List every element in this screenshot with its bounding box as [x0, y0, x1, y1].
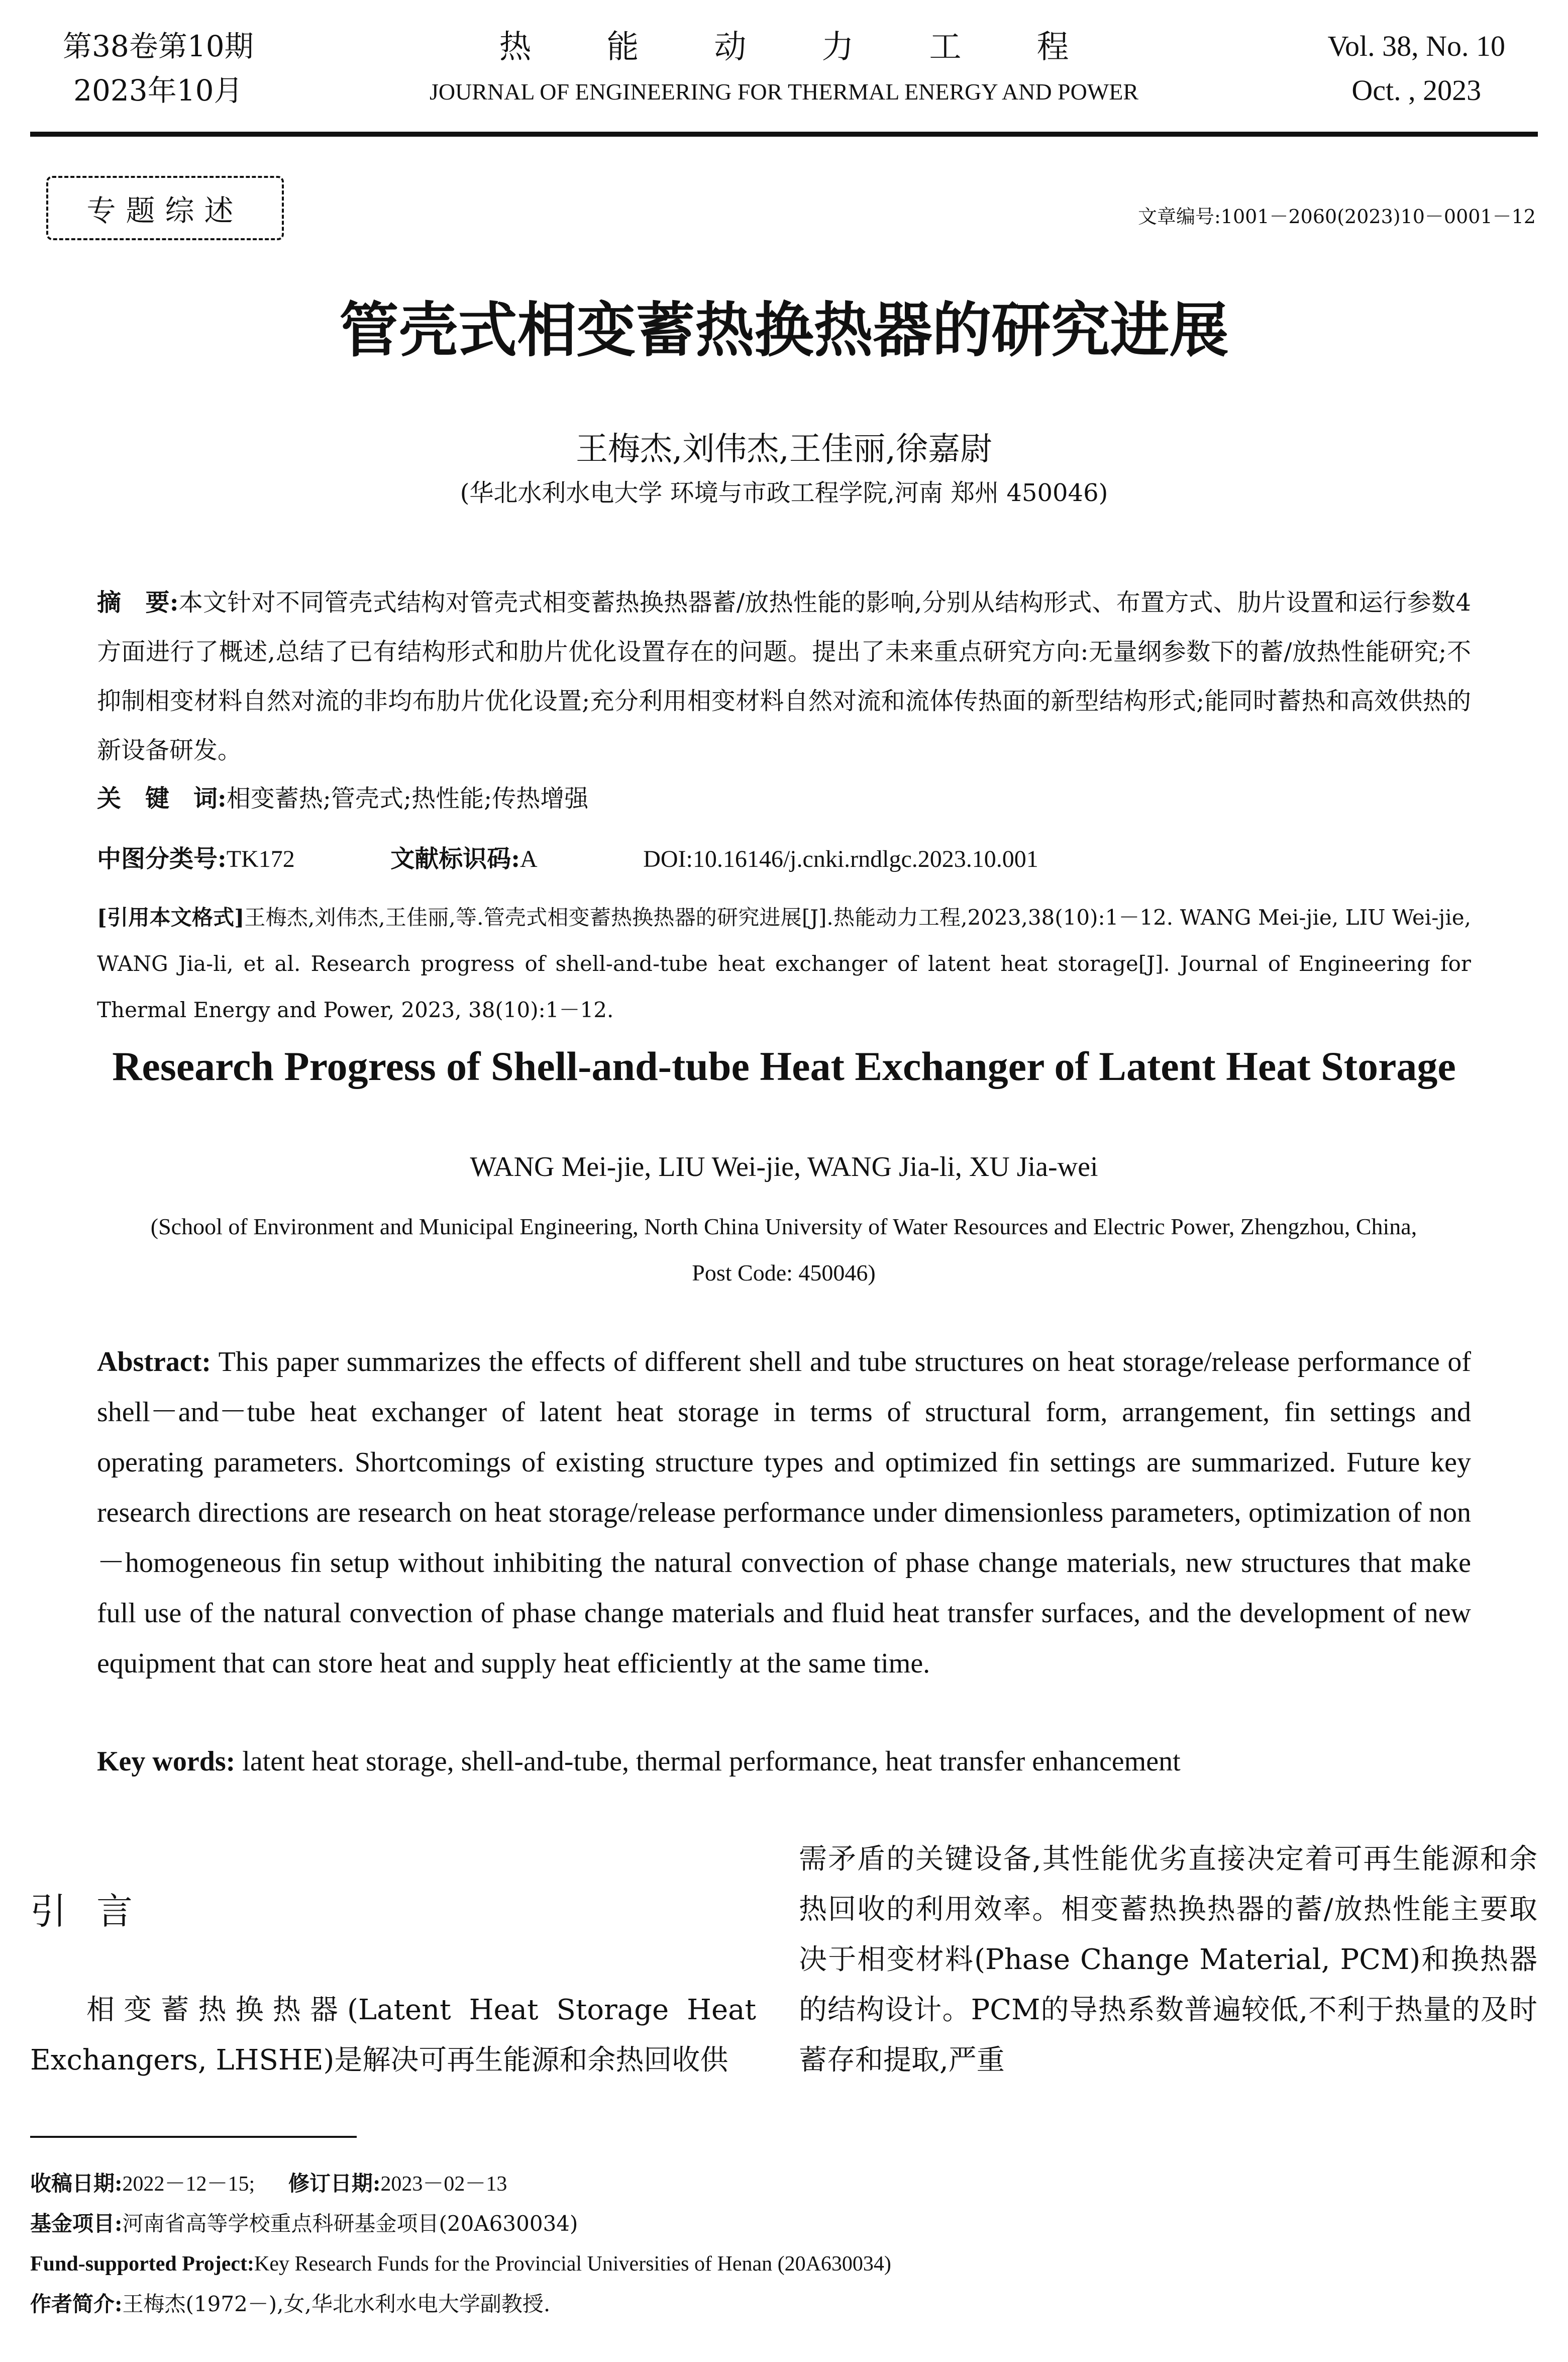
keywords-cn: [97, 774, 1471, 823]
citation: [97, 895, 1471, 1033]
journal-title-cn: 热能动力工程: [499, 29, 1144, 66]
abstract-cn-label: 摘 要:: [97, 588, 179, 617]
intro-left-text: 相变蓄热换热器(Latent Heat Storage Heat Exchangers, LHSHE)是解决可再生能源和余热回收供: [30, 1994, 756, 2077]
footnote-fund-en: [30, 2249, 1537, 2279]
clc-value: TK172: [226, 846, 295, 872]
title-cn: 管壳式相变蓄热换热器的研究进展: [339, 296, 1229, 365]
citation-label: [引用本文格式]: [97, 905, 245, 930]
keywords-en-label: Key words:: [97, 1746, 236, 1777]
fund-cn-text: 河南省高等学校重点科研基金项目(20A630034): [122, 2211, 578, 2236]
header-volume-issue: 第38卷第10期: [63, 29, 254, 63]
keywords-cn-label: 关 键 词:: [97, 784, 227, 813]
revised-label: 修订日期:: [288, 2171, 381, 2196]
doi: DOI:10.16146/j.cnki.rndlgc.2023.10.001: [643, 846, 1038, 872]
fund-en-label: Fund-supported Project:: [30, 2252, 255, 2276]
header-rule: [30, 132, 1538, 137]
classification-line: [97, 834, 1471, 884]
affiliation-en: (School of Environment and Municipal Engineering, North China University of Water Resources and Electric Power, Zhengzhou, China, Post Code: 450046): [150, 1214, 1417, 1286]
section-tag: 专题综述: [46, 176, 284, 240]
authors-en: WANG Mei-jie, LIU Wei-jie, WANG Jia-li, XU Jia-wei: [470, 1151, 1098, 1183]
keywords-en-text: latent heat storage, shell-and-tube, thermal performance, heat transfer enhancement: [235, 1746, 1181, 1777]
keywords-cn-text: 相变蓄热;管壳式;热性能;传热增强: [226, 784, 589, 813]
citation-text: 王梅杰,刘伟杰,王佳丽,等.管壳式相变蓄热换热器的研究进展[J].热能动力工程,2023,38(10):1－12. WANG Mei-jie, LIU Wei-jie, WANG Jia-li, et al. Research progress of shell-and-tube heat exchanger of latent heat storage[J]. Journal of Engineering for Thermal Energy and Power, 2023, 38(10):1－12.: [97, 905, 1471, 1022]
footnote-rule: [30, 2136, 357, 2138]
fund-cn-label: 基金项目:: [30, 2211, 123, 2236]
bio-text: 王梅杰(1972－),女,华北水利水电大学副教授.: [122, 2292, 551, 2316]
abstract-en: [97, 1337, 1471, 1689]
header-issue-en: [1328, 24, 1505, 113]
journal-title-en: JOURNAL OF ENGINEERING FOR THERMAL ENERGY AND POWER: [429, 79, 1139, 105]
abstract-cn: [97, 578, 1471, 775]
keywords-en: [97, 1736, 1471, 1787]
footnote-fund-cn: [30, 2209, 1537, 2239]
title-en: Research Progress of Shell-and-tube Heat Exchanger of Latent Heat Storage: [112, 1043, 1456, 1089]
intro-heading: 引言: [30, 1890, 163, 1932]
clc-label: 中图分类号:: [97, 845, 227, 873]
authors-cn: 王梅杰,刘伟杰,王佳丽,徐嘉尉: [575, 431, 993, 468]
fund-en-text: Key Research Funds for the Provincial Universities of Henan (20A630034): [254, 2252, 891, 2276]
header-date-cn: 2023年10月: [73, 73, 243, 108]
doc-code-value: A: [519, 846, 538, 872]
abstract-cn-text: 本文针对不同管壳式结构对管壳式相变蓄热换热器蓄/放热性能的影响,分别从结构形式、布置方式、肋片设置和运行参数4方面进行了概述,总结了已有结构形式和肋片优化设置存在的问题。提出了未来重点研究方向:无量纲参数下的蓄/放热性能研究;不抑制相变材料自然对流的非均布肋片优化设置;充分利用相变材料自然对流和流体传热面的新型结构形式;能同时蓄热和高效供热的新设备研发。: [97, 588, 1471, 764]
abstract-en-text: This paper summarizes the effects of different shell and tube structures on heat storage/release performance of shell－and－tube heat exchanger of latent heat storage in terms of structural form, arrangement, fin settings and operating parameters. Shortcomings of existing structure types and optimized fin settings are summarized. Future key research directions are research on heat storage/release performance under dimensionless parameters, optimization of non－homogeneous fin setup without inhibiting the natural convection of phase change materials, new structures that make full use of the natural convection of phase change materials and fluid heat transfer surfaces, and the development of new equipment that can store heat and supply heat efficiently at the same time.: [97, 1346, 1471, 1679]
revised-date: 2023－02－13: [380, 2173, 507, 2196]
footnote-bio: [30, 2289, 1537, 2319]
affiliation-cn: (华北水利水电大学 环境与市政工程学院,河南 郑州 450046): [460, 479, 1108, 507]
received-date: 2022－12－15;: [122, 2173, 255, 2196]
intro-right-text: 需矛盾的关键设备,其性能优劣直接决定着可再生能源和余热回收的利用效率。相变蓄热换热器的蓄/放热性能主要取决于相变材料(Phase Change Material, PCM)和换热器的结构设计。PCM的导热系数普遍较低,不利于热量的及时蓄存和提取,严重: [799, 1843, 1537, 2077]
footnote-dates: [30, 2169, 1537, 2199]
header-date-en: Oct. , 2023: [1351, 74, 1482, 107]
doc-code-label: 文献标识码:: [390, 845, 520, 873]
abstract-en-label: Abstract:: [97, 1346, 212, 1377]
received-label: 收稿日期:: [30, 2171, 123, 2196]
article-number: 文章编号:1001－2060(2023)10－0001－12: [1138, 206, 1536, 228]
header-vol-no: Vol. 38, No. 10: [1327, 30, 1505, 62]
bio-label: 作者简介:: [30, 2292, 123, 2316]
